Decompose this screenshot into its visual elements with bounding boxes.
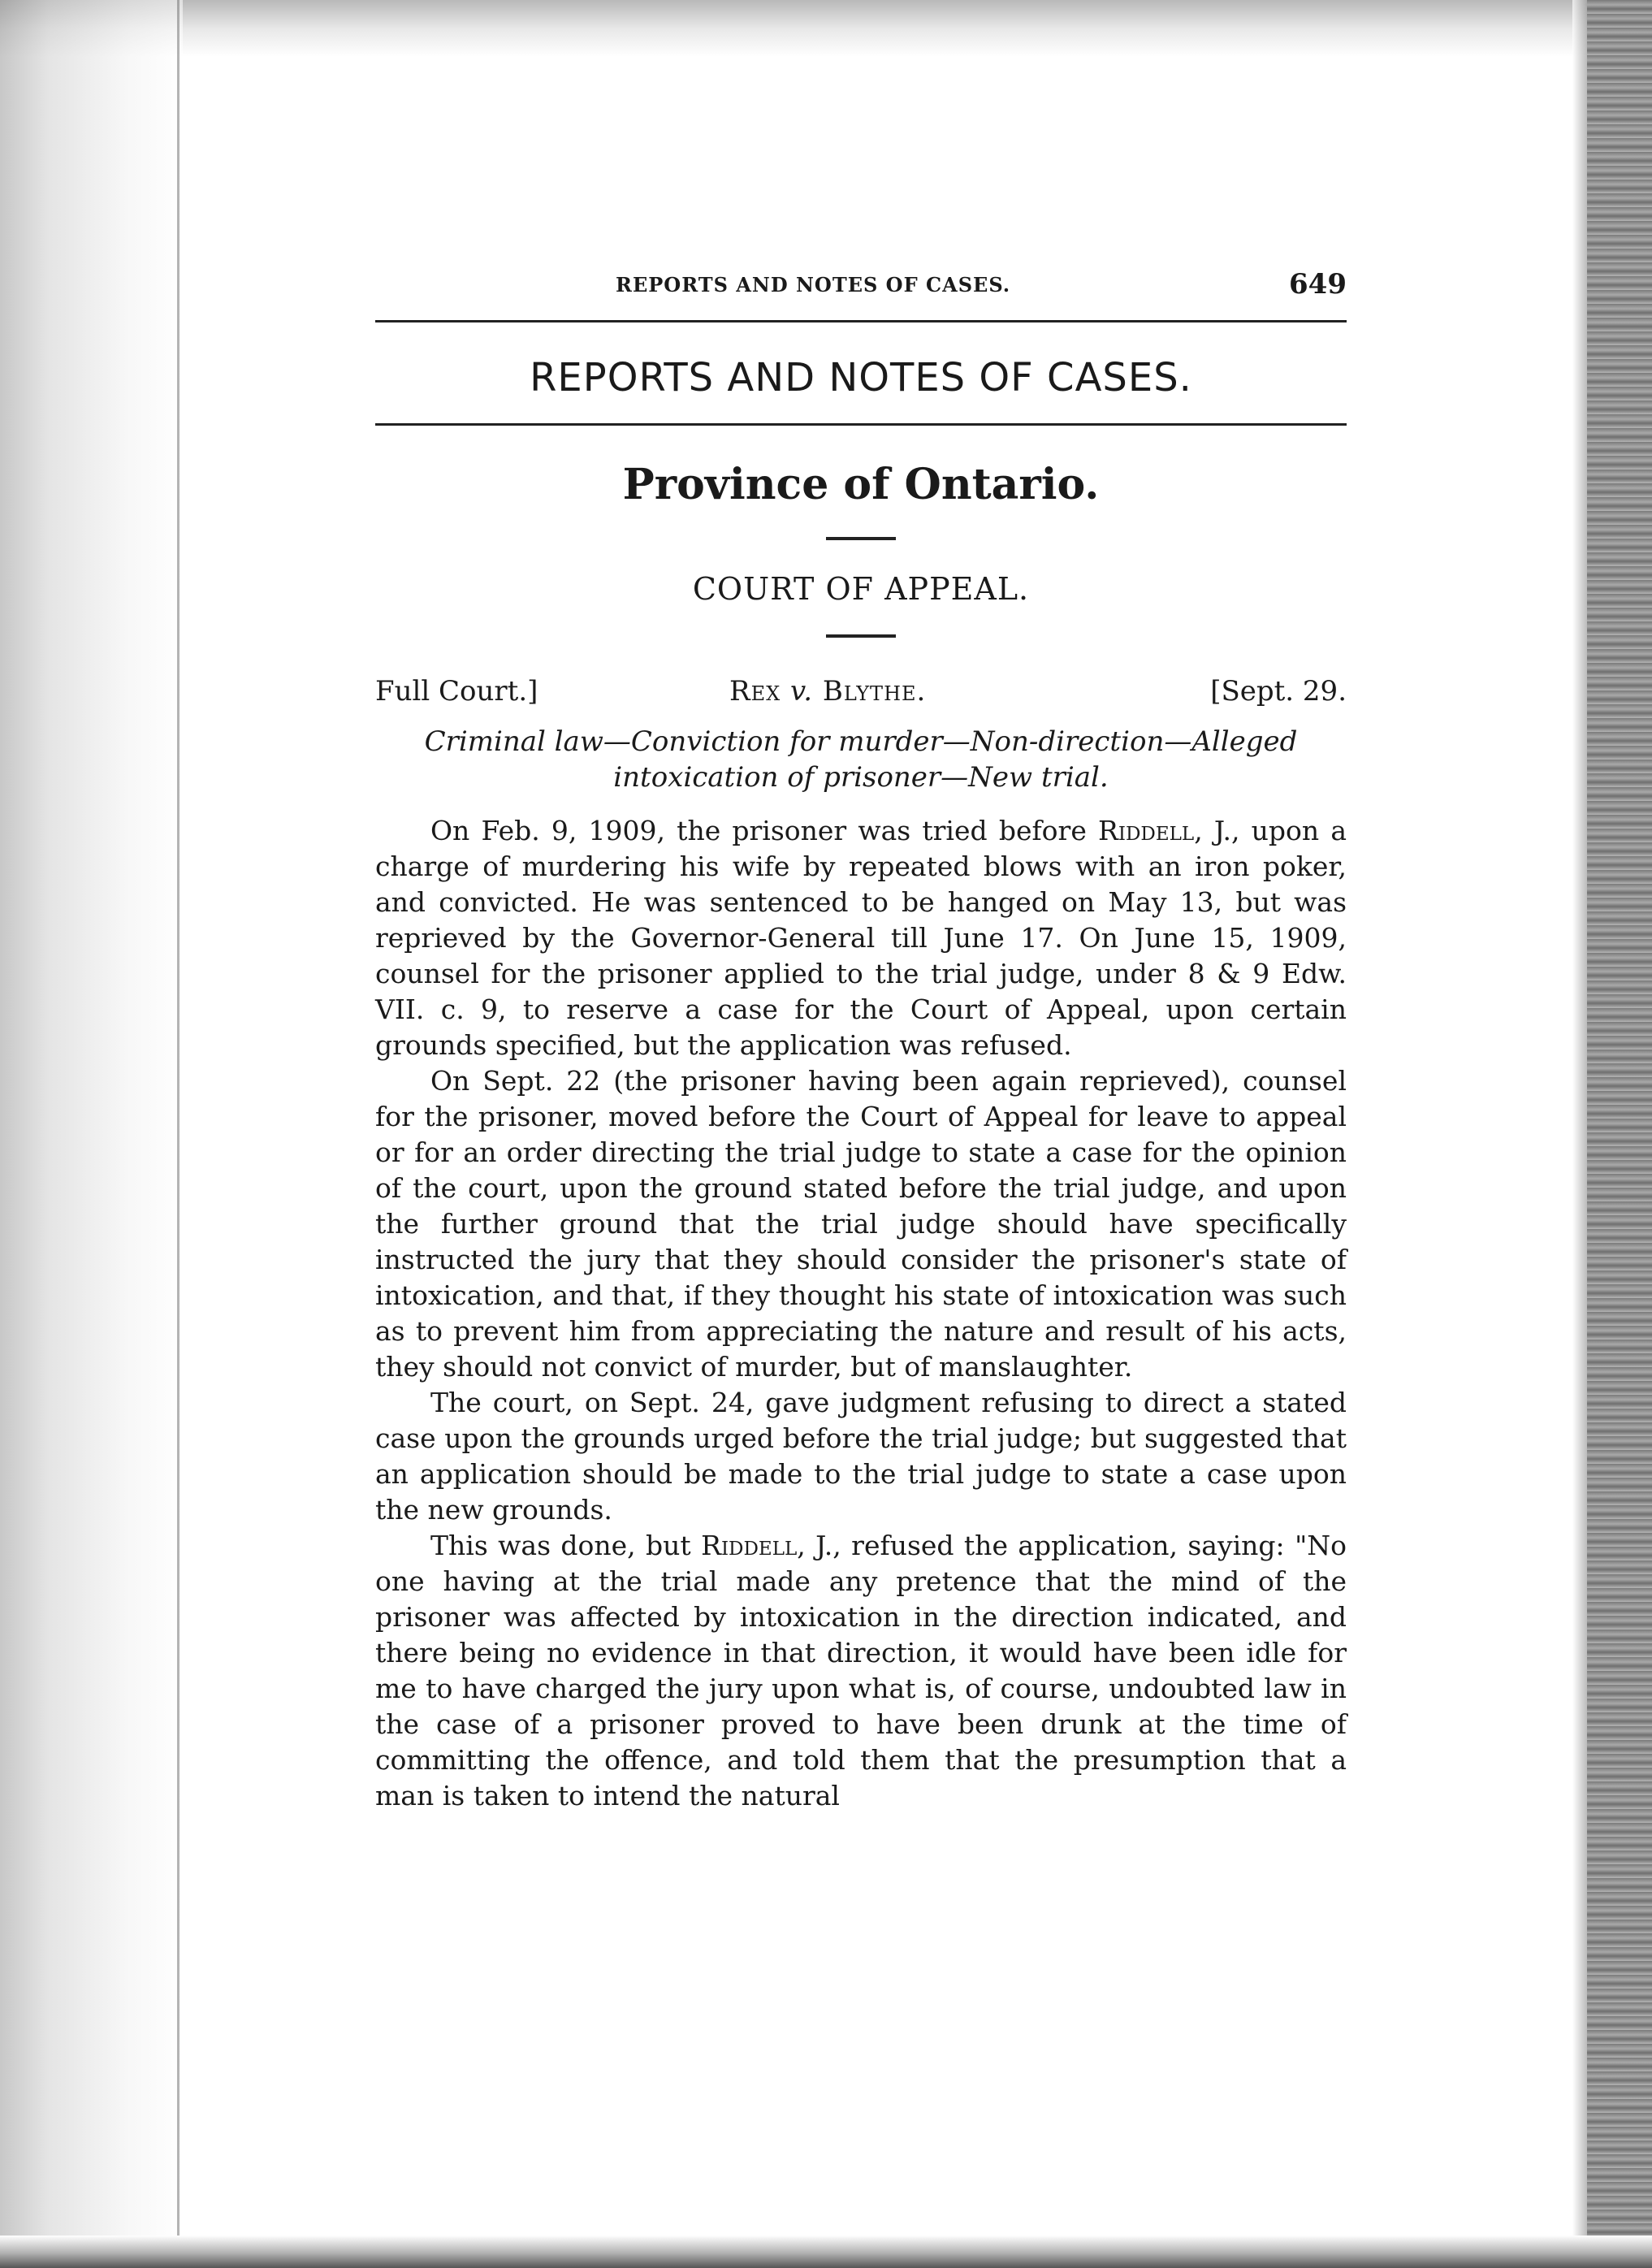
case-date: [Sept. 29. [1210,675,1347,708]
case-line [375,675,1347,714]
head-rule [375,320,1347,322]
case-party-blythe: Blythe. [822,675,927,708]
scan-edge-left [0,0,183,2268]
page-number: 649 [1289,268,1347,301]
scan-edge-right-shadow [1572,0,1587,2268]
paragraph-text: On Feb. 9, 1909, the prisoner was tried before [430,815,1099,846]
judge-name: Riddell [701,1530,798,1561]
paragraph: On Sept. 22 (the prisoner having been again reprieved), counsel for the prisoner, moved before the Court of Appeal for leave to appeal or for an order directing the trial judge to state a case for the opinion of the court, upon the ground stated before the trial judge, and upon the further ground that the trial judge should have specifically instructed the jury that they should consider the prisoner's state of intoxication, and that, if they thought his state of intoxication was such as to prevent him from appreciating the nature and result of his acts, they should not convict of murder, but of manslaughter. [375,1065,1347,1383]
case-versus: v. [790,675,814,708]
page-content [375,268,1347,1814]
scan-edge-top [0,0,1652,57]
paragraph [375,813,1347,1063]
divider-short [826,537,896,540]
paragraph-text: , J., upon a charge of murdering his wife by repeated blows with an iron poker, and convicted. He was sentenced to be hanged on May 13, but was reprieved by the Governor-General till June 17. On June 15, 1909, counsel for the prisoner applied to the trial judge, under 8 & 9 Edw. VII. c. 9, to reserve a case for the Court of Appeal, upon certain grounds specified, but the application was refused. [375,815,1347,1061]
section-title: REPORTS AND NOTES OF CASES. [530,355,1192,400]
court-heading: COURT OF APPEAL. [692,571,1030,607]
divider-short [826,634,896,638]
scan-edge-bottom [0,2236,1652,2268]
paragraph-text: This was done, but [430,1530,702,1561]
case-party-rex: Rex [729,675,781,708]
body-text [375,813,1347,1814]
judge-name: Riddell [1098,815,1195,846]
scan-edge-right [1587,0,1652,2268]
running-title: REPORTS AND NOTES OF CASES. [616,273,1011,296]
running-head [375,268,1347,317]
province-heading: Province of Ontario. [622,460,1100,509]
section-rule [375,423,1347,426]
court-type: Full Court.] [375,675,538,708]
paragraph: The court, on Sept. 24, gave judgment refusing to direct a stated case upon the grounds urged before the trial judge; but suggested that an application should be made to the trial judge to state a case upon the new grounds. [375,1387,1347,1526]
paragraph [375,1528,1347,1814]
binding-line [177,0,179,2268]
paragraph-text: , J., refused the application, saying: "No one having at the trial made any pretence that the mind of the prisoner was affected by intoxication in the direction indicated, and there being no evidence in that direction, it would have been idle for me to have charged the jury upon what is, of course, undoubted law in the case of a prisoner proved to have been drunk at the time of committing the offence, and told them that the presumption that a man is taken to intend the natural [375,1530,1347,1811]
case-name [729,675,926,708]
headnote: Criminal law—Conviction for murder—Non-direction—Alleged intoxication of prisoner—New trial. [424,725,1298,794]
